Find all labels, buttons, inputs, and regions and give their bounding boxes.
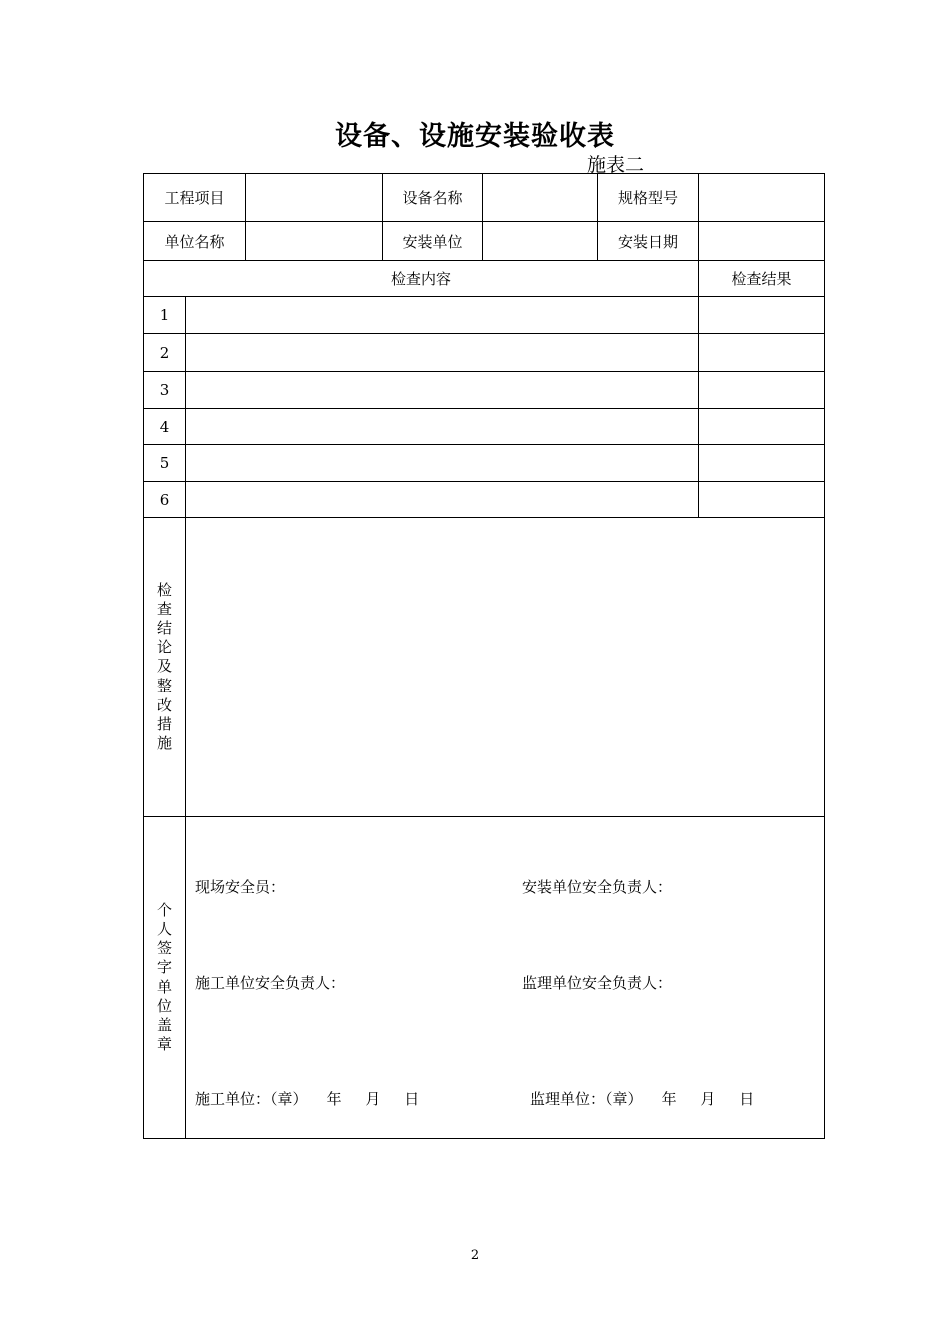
- check-result-cell[interactable]: [699, 334, 825, 372]
- check-content-cell[interactable]: [186, 482, 699, 518]
- field-spec-model[interactable]: [699, 174, 825, 222]
- acceptance-form: [143, 173, 825, 1139]
- field-project[interactable]: [246, 174, 383, 222]
- check-row-number: 3: [144, 372, 186, 409]
- check-result-cell[interactable]: [699, 372, 825, 409]
- check-row-number: 2: [144, 334, 186, 372]
- check-result-cell[interactable]: [699, 409, 825, 445]
- check-content-cell[interactable]: [186, 334, 699, 372]
- page-number: 2: [470, 1248, 480, 1263]
- check-content-cell[interactable]: [186, 445, 699, 482]
- check-result-cell[interactable]: [699, 482, 825, 518]
- field-install-date[interactable]: [699, 222, 825, 261]
- construction-unit-stamp: 施工单位：（章） 年 月 日: [195, 1090, 420, 1108]
- label-project: 工程项目: [144, 174, 246, 222]
- signature-label: 个 人 签 字 单 位 盖 章: [144, 817, 186, 1139]
- check-result-cell[interactable]: [699, 297, 825, 334]
- field-unit-name[interactable]: [246, 222, 383, 261]
- check-row-number: 1: [144, 297, 186, 334]
- check-content-cell[interactable]: [186, 372, 699, 409]
- site-safety-officer-label: 现场安全员：: [195, 878, 286, 896]
- label-install-date: 安装日期: [598, 222, 699, 261]
- conclusion-field[interactable]: [186, 518, 825, 817]
- label-spec-model: 规格型号: [598, 174, 699, 222]
- label-install-unit: 安装单位: [383, 222, 483, 261]
- check-row-number: 5: [144, 445, 186, 482]
- field-equipment-name[interactable]: [483, 174, 598, 222]
- check-row-number: 6: [144, 482, 186, 518]
- signature-area[interactable]: [186, 817, 825, 1139]
- form-code: 施表二: [587, 154, 645, 176]
- label-unit-name: 单位名称: [144, 222, 246, 261]
- construction-unit-safety-label: 施工单位安全负责人：: [195, 974, 346, 992]
- page-title: 设备、设施安装验收表: [335, 121, 615, 152]
- check-content-cell[interactable]: [186, 409, 699, 445]
- check-content-header: 检查内容: [144, 261, 699, 297]
- check-result-header: 检查结果: [699, 261, 825, 297]
- install-unit-safety-label: 安装单位安全负责人：: [522, 878, 673, 896]
- check-result-cell[interactable]: [699, 445, 825, 482]
- supervision-unit-safety-label: 监理单位安全负责人：: [522, 974, 673, 992]
- check-content-cell[interactable]: [186, 297, 699, 334]
- field-install-unit[interactable]: [483, 222, 598, 261]
- conclusion-label: 检 查 结 论 及 整 改 措 施: [144, 518, 186, 817]
- supervision-unit-stamp: 监理单位：（章） 年 月 日: [530, 1090, 755, 1108]
- check-row-number: 4: [144, 409, 186, 445]
- label-equipment-name: 设备名称: [383, 174, 483, 222]
